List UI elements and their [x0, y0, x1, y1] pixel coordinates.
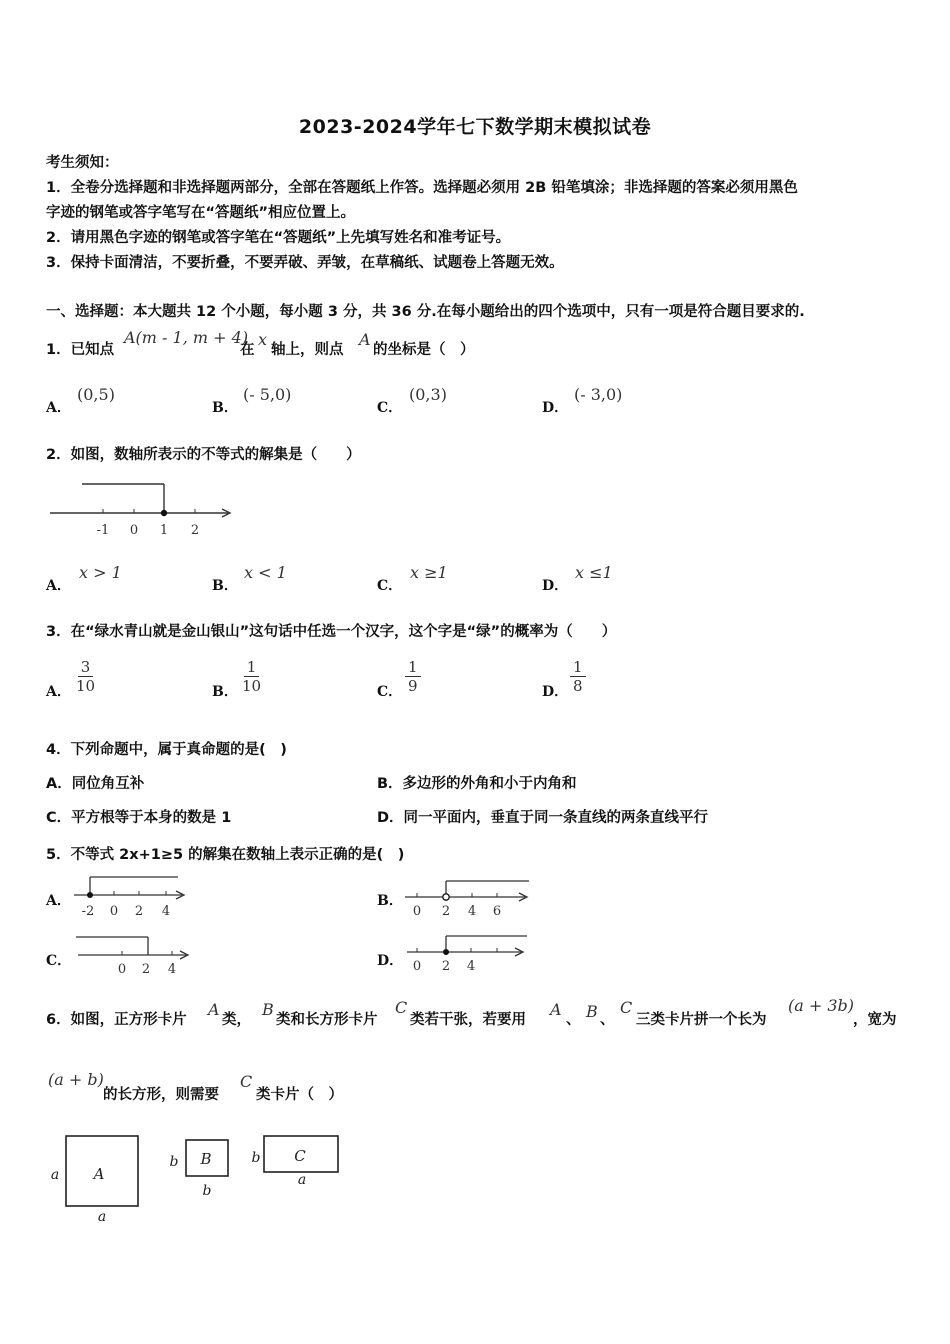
- q5a-tick-label: -2: [81, 904, 95, 919]
- q1-option-b[interactable]: (- 5,0): [243, 385, 292, 404]
- q1-option-d[interactable]: (- 3,0): [574, 385, 623, 404]
- q2-number-line: [46, 476, 241, 544]
- q5c-tick-label: 4: [167, 962, 177, 977]
- q3-option-b-denominator: 10: [242, 677, 262, 695]
- q6-text-7: 的长方形，则需要: [103, 1087, 219, 1103]
- q1-label-b: B．: [212, 400, 238, 416]
- q5a-tick-label: 4: [161, 904, 171, 919]
- q1-option-c[interactable]: (0,3): [409, 385, 447, 404]
- q3-label-a: A．: [46, 684, 71, 700]
- q4-option-a[interactable]: A．同位角互补: [46, 776, 145, 792]
- q3-option-c[interactable]: [405, 658, 421, 695]
- section-heading: 一、选择题：本大题共 12 个小题，每小题 3 分，共 36 分.在每小题给出的四个选项中，只有一项是符合题目要求的.: [46, 304, 805, 320]
- q3-option-d-denominator: 8: [573, 677, 583, 695]
- q2-label-a: A．: [46, 578, 71, 594]
- q5-label-d: D．: [377, 953, 404, 969]
- q2-label-d: D．: [542, 578, 569, 594]
- q5b-tick-label: 6: [492, 904, 502, 919]
- q5-label-a: A．: [46, 893, 71, 909]
- q6-length-expr: (a + 3b): [788, 996, 855, 1015]
- card-a-side-label: a: [50, 1167, 60, 1183]
- q2-tick-label: 0: [129, 523, 139, 538]
- q6-var-b2: B: [586, 1002, 598, 1021]
- q5-label-c: C．: [46, 953, 72, 969]
- q6-cards-figure: [44, 1126, 354, 1226]
- notice-line2: 2．请用黑色字迹的钢笔或答字笔在“答题纸”上先填写姓名和准考证号。: [46, 230, 511, 246]
- q5d-tick-label: 4: [466, 959, 476, 974]
- q5d-tick-label: 2: [441, 959, 451, 974]
- card-c-label: C: [294, 1147, 306, 1165]
- q2-option-c[interactable]: x ≥1: [410, 563, 448, 582]
- q6-var-b: B: [262, 1000, 274, 1019]
- q5c-tick-label: 0: [117, 962, 127, 977]
- q3-option-b-numerator: 1: [244, 658, 260, 677]
- card-b-label: B: [200, 1150, 212, 1168]
- q2-text: 2．如图，数轴所表示的不等式的解集是（ ）: [46, 447, 361, 463]
- q3-text: 3．在“绿水青山就是金山银山”这句话中任选一个汉字，这个字是“绿”的概率为（ ）: [46, 624, 617, 640]
- q5b-tick-label: 0: [412, 904, 422, 919]
- q4-option-b[interactable]: B．多边形的外角和小于内角和: [377, 776, 577, 792]
- q1-label-d: D．: [542, 400, 569, 416]
- q4-text: 4．下列命题中，属于真命题的是( ): [46, 742, 287, 758]
- card-b-side-label: b: [169, 1154, 179, 1170]
- q3-option-a-numerator: 3: [78, 658, 94, 677]
- q6-text-2: 类，: [222, 1012, 251, 1028]
- q6-sep-2: 、: [600, 1012, 615, 1028]
- q6-text-6: ，宽为: [853, 1012, 897, 1028]
- q5a-tick-label: 0: [109, 904, 119, 919]
- notice-line3: 3．保持卡面清洁，不要折叠，不要弄破、弄皱，在草稿纸、试题卷上答题无效。: [46, 255, 564, 271]
- q2-label-b: B．: [212, 578, 238, 594]
- q2-option-a[interactable]: x > 1: [79, 563, 122, 582]
- card-a-label: A: [93, 1165, 105, 1183]
- notice-line1b: 字迹的钢笔或答字笔写在“答题纸”相应位置上。: [46, 205, 356, 221]
- q3-option-d[interactable]: [570, 658, 586, 695]
- q1-var-x: x: [258, 330, 268, 349]
- q1-var-a: A: [359, 330, 371, 349]
- q3-option-c-denominator: 9: [408, 677, 418, 695]
- q3-label-b: B．: [212, 684, 238, 700]
- q6-var-c3: C: [240, 1072, 253, 1091]
- q1-option-a[interactable]: (0,5): [77, 385, 115, 404]
- card-c-bottom-label: a: [297, 1172, 307, 1188]
- q1-text-1: 1．已知点: [46, 342, 115, 358]
- q5b-tick-label: 4: [467, 904, 477, 919]
- card-c-side-label: b: [251, 1150, 261, 1166]
- q5c-tick-label: 2: [141, 962, 151, 977]
- card-b-bottom-label: b: [202, 1183, 212, 1199]
- q4-option-c[interactable]: C．平方根等于本身的数是 1: [46, 810, 232, 826]
- q2-option-d[interactable]: x ≤1: [575, 563, 613, 582]
- q5-text: 5．不等式 2x+1≥5 的解集在数轴上表示正确的是( ): [46, 847, 405, 863]
- q3-option-a[interactable]: [73, 658, 98, 695]
- q3-option-c-numerator: 1: [405, 658, 421, 677]
- card-a-bottom-label: a: [97, 1209, 107, 1225]
- q2-option-b[interactable]: x < 1: [244, 563, 287, 582]
- q6-text-3: 类和长方形卡片: [276, 1012, 378, 1028]
- q1-text-2: 在: [240, 342, 255, 358]
- q6-width-expr: (a + b): [48, 1070, 104, 1089]
- q2-label-c: C．: [377, 578, 403, 594]
- q5-option-c-number-line[interactable]: [72, 930, 198, 980]
- q6-var-a2: A: [550, 1000, 562, 1019]
- q5-option-a-number-line[interactable]: [72, 870, 192, 922]
- q5-option-b-number-line[interactable]: [403, 872, 535, 922]
- q2-tick-label: -1: [96, 523, 110, 538]
- q6-var-c2: C: [620, 998, 633, 1017]
- q3-label-d: D．: [542, 684, 569, 700]
- q5-option-d-number-line[interactable]: [403, 932, 533, 980]
- q2-tick-label: 2: [190, 523, 200, 538]
- q1-text-4: 的坐标是（ ）: [373, 342, 475, 358]
- q6-var-a: A: [208, 1000, 220, 1019]
- q6-text-4: 类若干张，若要用: [410, 1012, 526, 1028]
- q6-text-8: 类卡片（ ）: [256, 1087, 343, 1103]
- q4-option-d[interactable]: D．同一平面内，垂直于同一条直线的两条直线平行: [377, 810, 709, 826]
- q3-option-d-numerator: 1: [570, 658, 586, 677]
- q5-label-b: B．: [377, 893, 403, 909]
- q2-tick-label: 1: [159, 523, 169, 538]
- q6-text-1: 6．如图，正方形卡片: [46, 1012, 187, 1028]
- q5b-tick-label: 2: [441, 904, 451, 919]
- q5a-tick-label: 2: [134, 904, 144, 919]
- q6-var-c: C: [395, 998, 408, 1017]
- q5d-tick-label: 0: [412, 959, 422, 974]
- q1-label-a: A．: [46, 400, 71, 416]
- q3-option-b[interactable]: [239, 658, 264, 695]
- q1-label-c: C．: [377, 400, 403, 416]
- q1-point-expr: A(m - 1, m + 4): [124, 328, 249, 347]
- page-title: 2023-2024学年七下数学期末模拟试卷: [298, 116, 652, 138]
- q3-label-c: C．: [377, 684, 403, 700]
- q6-sep-1: 、: [566, 1012, 581, 1028]
- q1-text-3: 轴上，则点: [271, 342, 344, 358]
- notice-line1a: 1．全卷分选择题和非选择题两部分，全部在答题纸上作答。选择题必须用 2B 铅笔填涂；非选择题的答案必须用黑色: [46, 180, 798, 196]
- q3-option-a-denominator: 10: [76, 677, 96, 695]
- notice-heading: 考生须知：: [46, 155, 119, 171]
- q6-text-5: 三类卡片拼一个长为: [636, 1012, 767, 1028]
